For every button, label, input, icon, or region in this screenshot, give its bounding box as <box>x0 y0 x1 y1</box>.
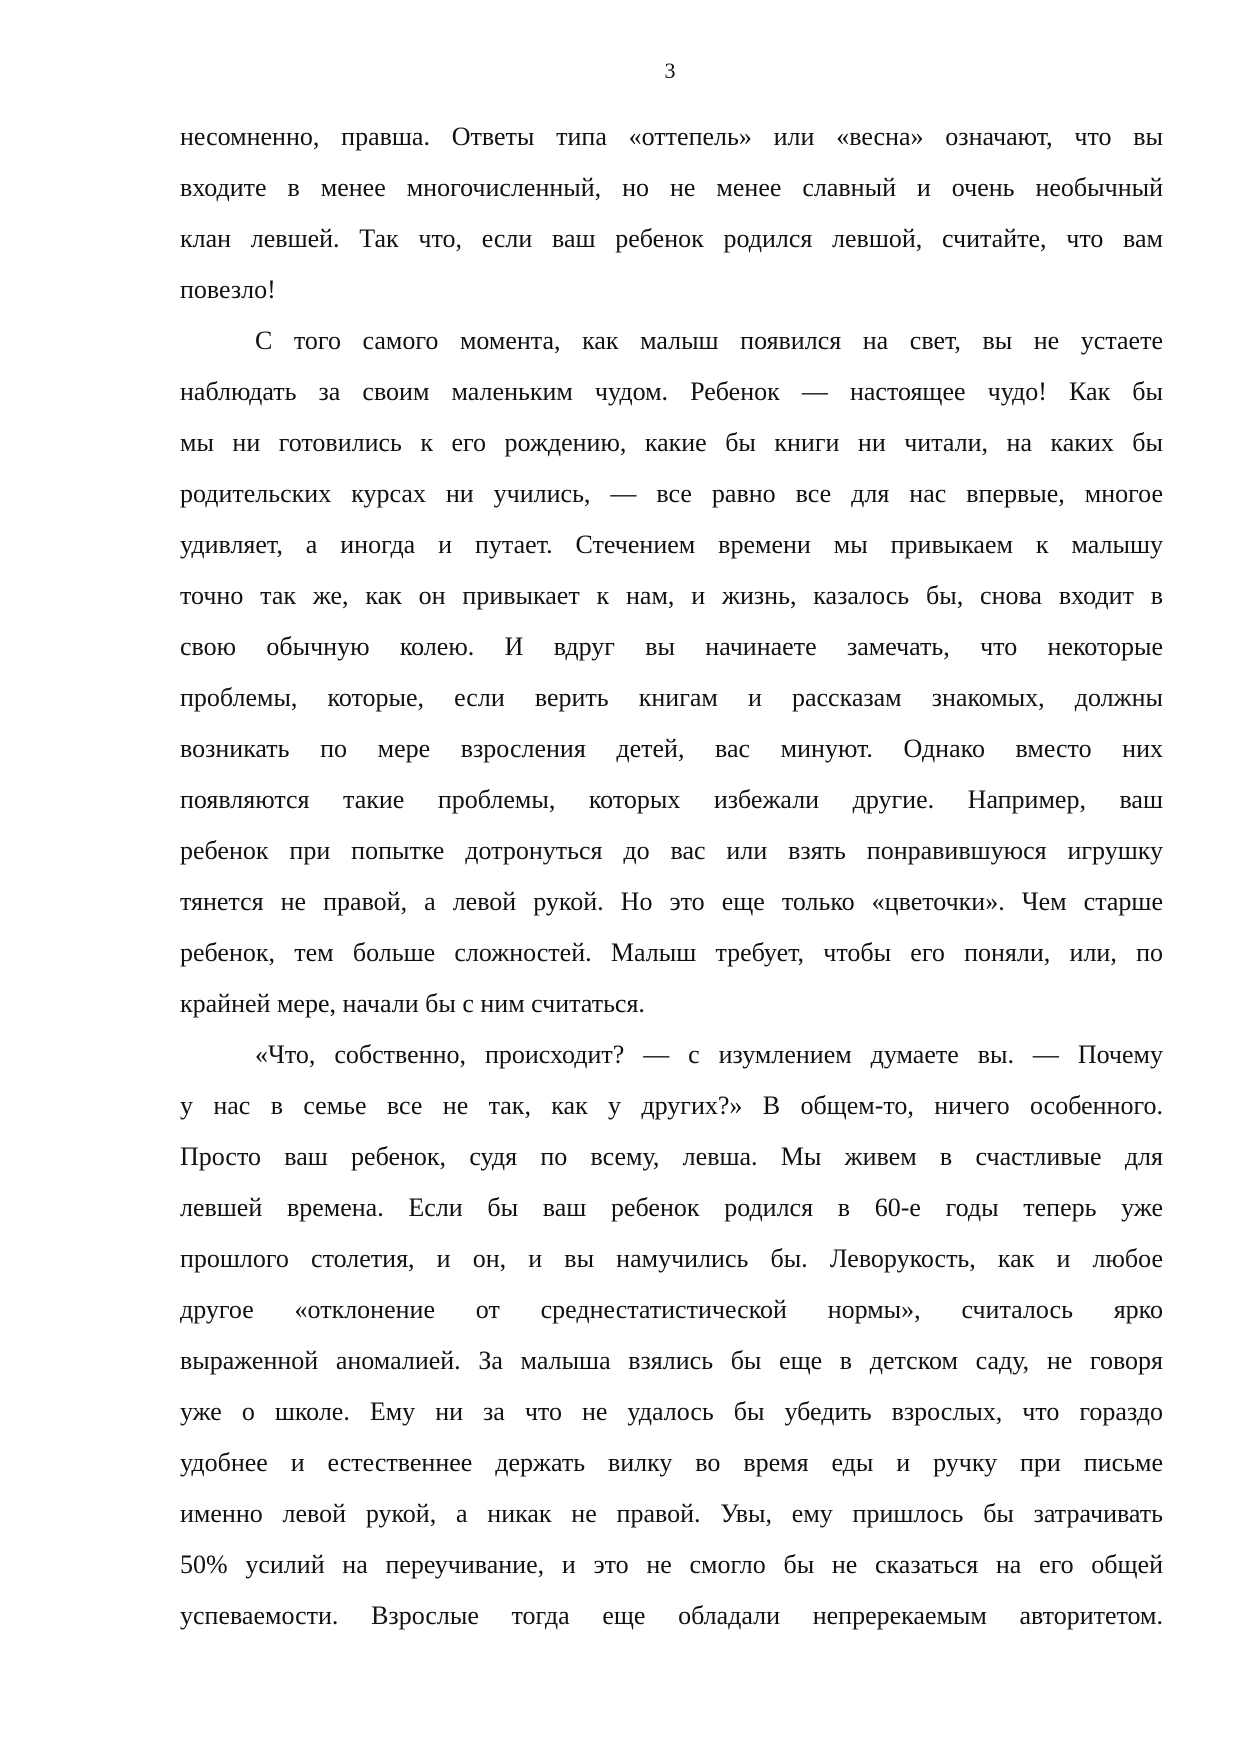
text-line: ребенок при попытке дотронуться до вас или взять понравившуюся игрушку <box>180 836 1163 865</box>
text-line: выраженной аномалией. За малыша взялись бы еще в детском саду, не говоря <box>180 1346 1163 1375</box>
text-line: у нас в семье все не так, как у других?» В общем-то, ничего особенного. <box>180 1091 1163 1120</box>
text-line: клан левшей. Так что, если ваш ребенок родился левшой, считайте, что вам <box>180 224 1163 253</box>
paragraph <box>180 111 1163 315</box>
text-line: точно так же, как он привыкает к нам, и жизнь, казалось бы, снова входит в <box>180 581 1163 610</box>
text-line: удобнее и естественнее держать вилку во время еды и ручку при письме <box>180 1448 1163 1477</box>
text-line: проблемы, которые, если верить книгам и рассказам знакомых, должны <box>180 683 1163 712</box>
text-line: удивляет, а иногда и путает. Стечением времени мы привыкаем к малышу <box>180 530 1163 559</box>
text-line: тянется не правой, а левой рукой. Но это еще только «цветочки». Чем старше <box>180 887 1163 916</box>
text-line: С того самого момента, как малыш появился на свет, вы не устаете <box>255 326 1163 355</box>
text-line: родительских курсах ни учились, — все равно все для нас впервые, многое <box>180 479 1163 508</box>
text-line: появляются такие проблемы, которых избежали другие. Например, ваш <box>180 785 1163 814</box>
text-line: прошлого столетия, и он, и вы намучились бы. Леворукость, как и любое <box>180 1244 1163 1273</box>
text-line: другое «отклонение от среднестатистической нормы», считалось ярко <box>180 1295 1163 1324</box>
text-line: повезло! <box>180 275 276 304</box>
paragraph <box>180 315 1163 1029</box>
text-line: ребенок, тем больше сложностей. Малыш требует, чтобы его поняли, или, по <box>180 938 1163 967</box>
text-line: крайней мере, начали бы с ним считаться. <box>180 989 645 1018</box>
text-line: левшей времена. Если бы ваш ребенок родился в 60-е годы теперь уже <box>180 1193 1163 1222</box>
text-line: успеваемости. Взрослые тогда еще обладали непререкаемым авторитетом. <box>180 1601 1163 1630</box>
text-line: свою обычную колею. И вдруг вы начинаете замечать, что некоторые <box>180 632 1163 661</box>
text-line: мы ни готовились к его рождению, какие бы книги ни читали, на каких бы <box>180 428 1163 457</box>
text-line: наблюдать за своим маленьким чудом. Ребенок — настоящее чудо! Как бы <box>180 377 1163 406</box>
text-line: «Что, собственно, происходит? — с изумлением думаете вы. — Почему <box>255 1040 1163 1069</box>
paragraph <box>180 1029 1163 1641</box>
text-line: уже о школе. Ему ни за что не удалось бы убедить взрослых, что гораздо <box>180 1397 1163 1426</box>
text-line: несомненно, правша. Ответы типа «оттепель» или «весна» означают, что вы <box>180 122 1163 151</box>
text-line: Просто ваш ребенок, судя по всему, левша. Мы живем в счастливые для <box>180 1142 1163 1171</box>
text-line: возникать по мере взросления детей, вас минуют. Однако вместо них <box>180 734 1163 763</box>
text-line: 50% усилий на переучивание, и это не смогло бы не сказаться на его общей <box>180 1550 1163 1579</box>
text-line: входите в менее многочисленный, но не менее славный и очень необычный <box>180 173 1163 202</box>
text-line: именно левой рукой, а никак не правой. Увы, ему пришлось бы затрачивать <box>180 1499 1163 1528</box>
document-body <box>180 111 1163 1641</box>
page-number: 3 <box>664 58 676 83</box>
